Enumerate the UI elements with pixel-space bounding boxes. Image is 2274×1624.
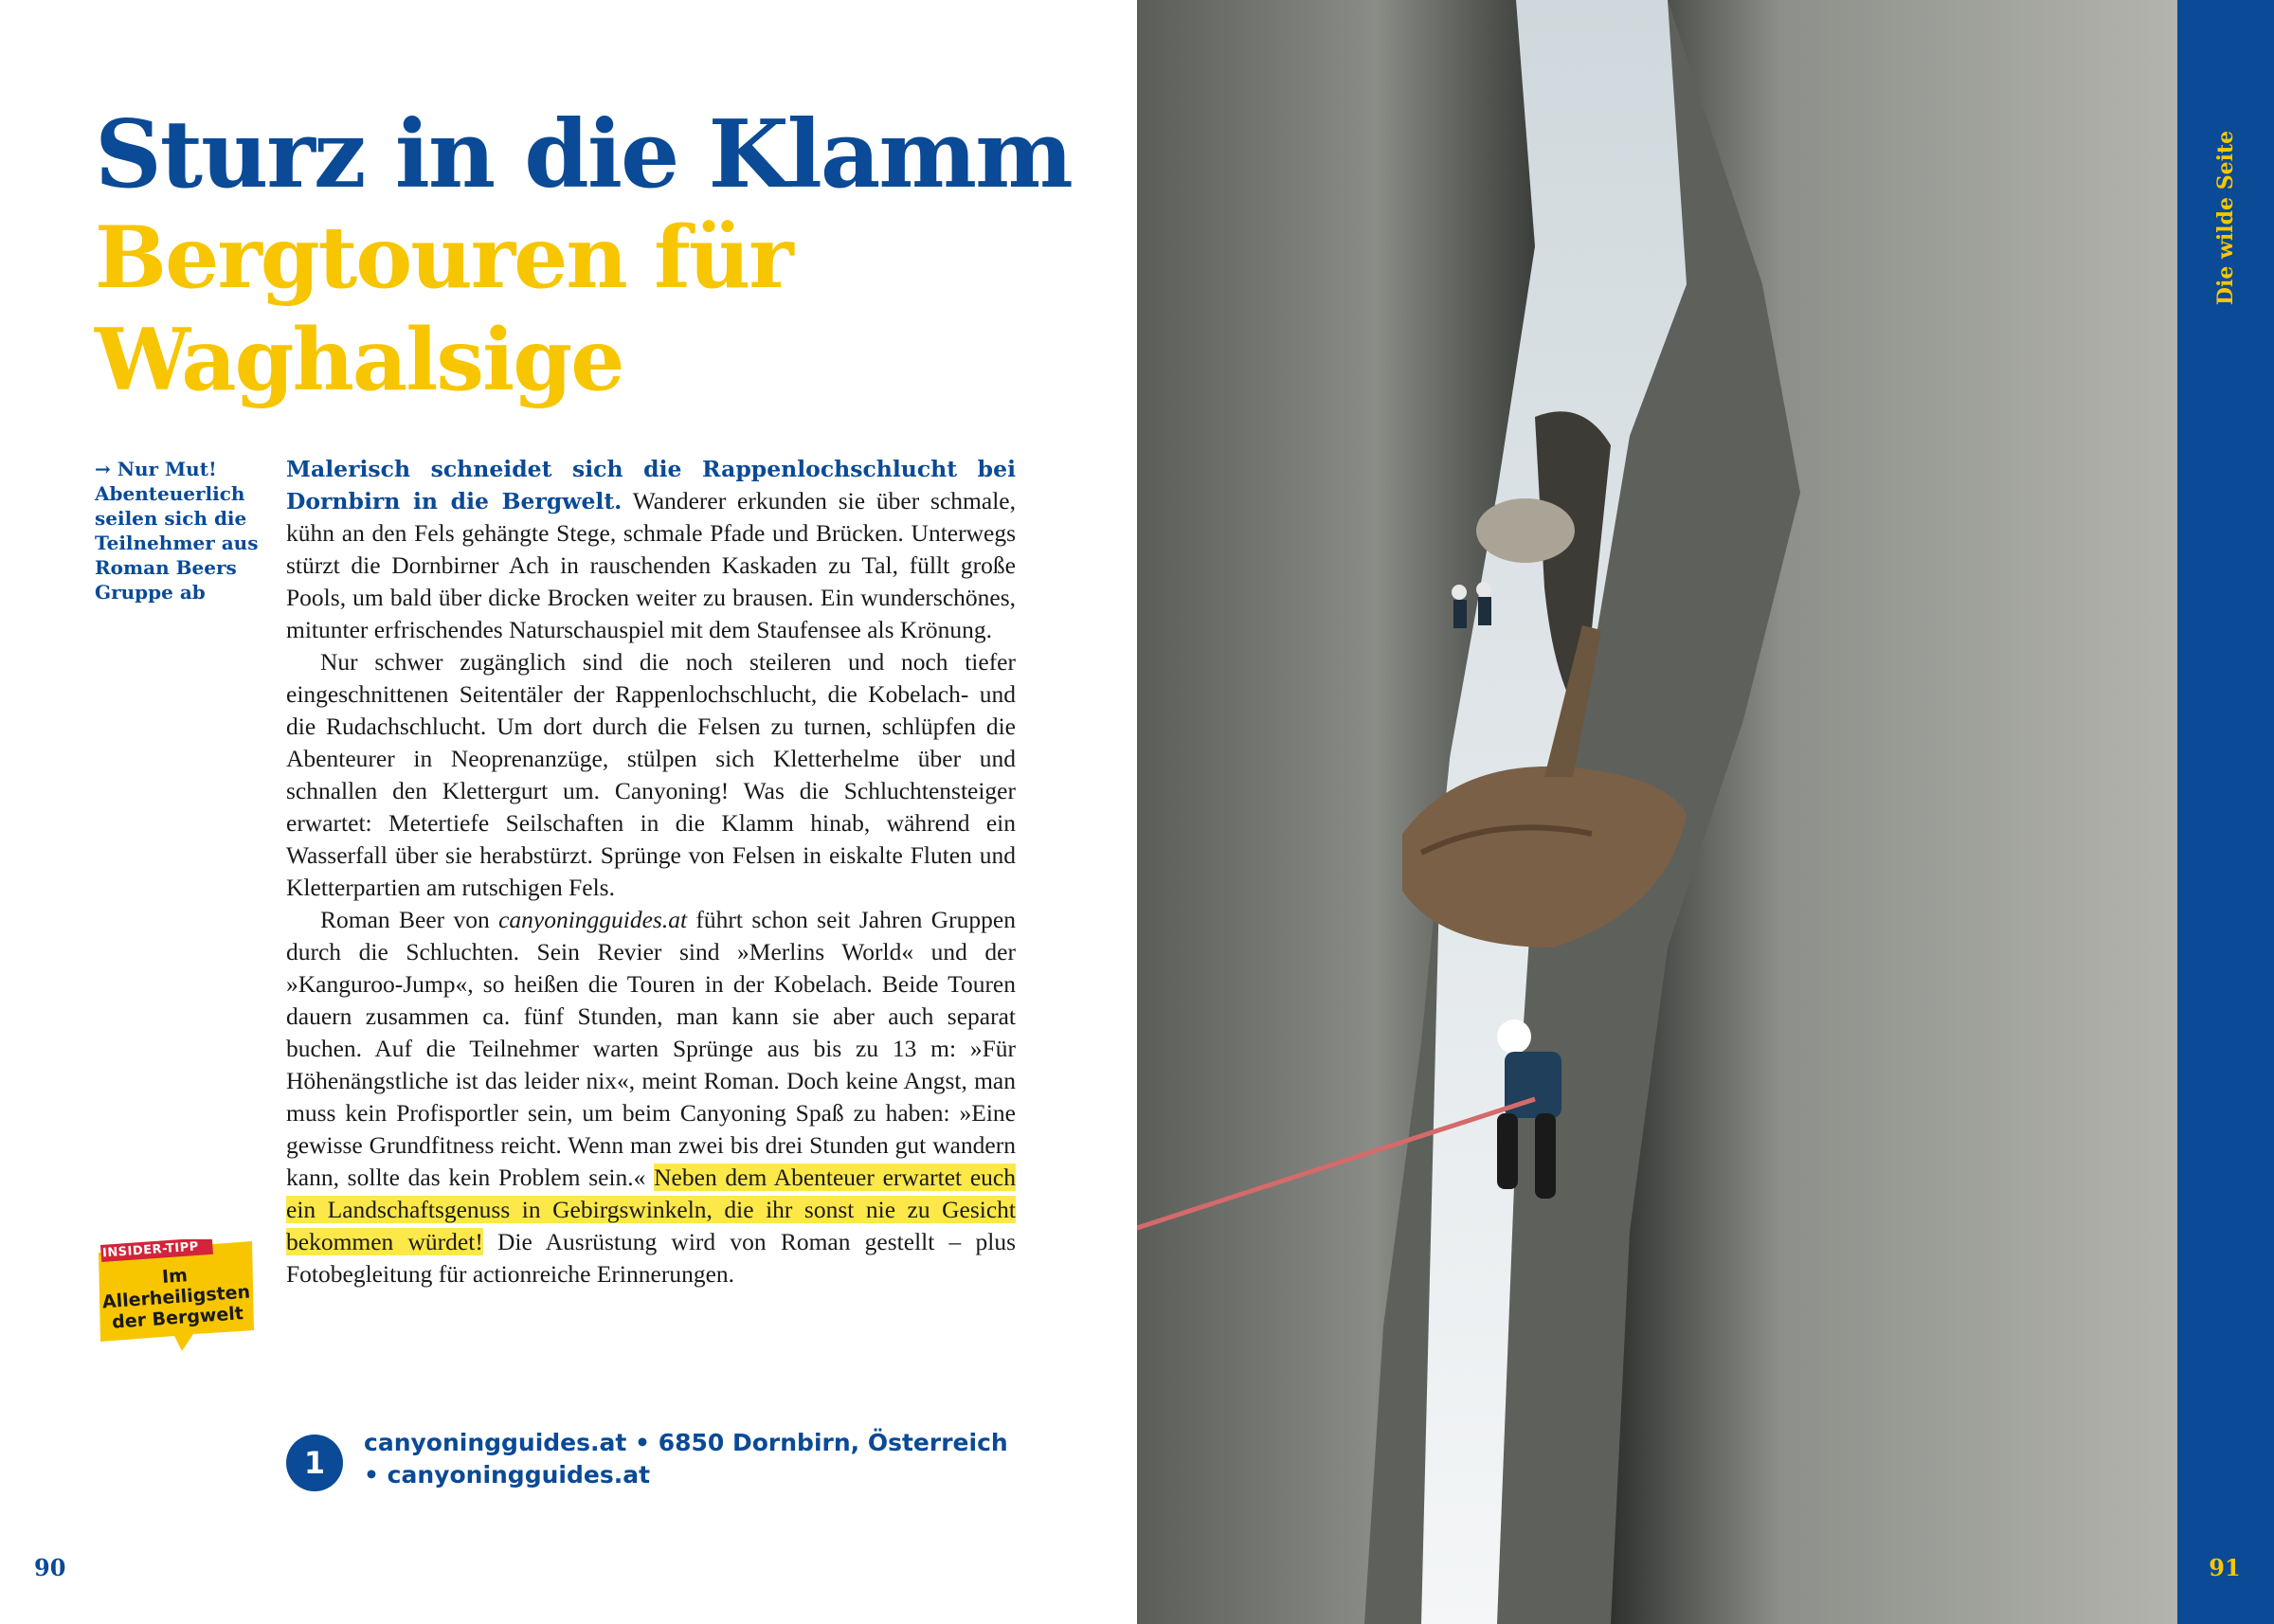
insider-tip-badge <box>95 1239 256 1353</box>
paragraph-1-text: Wanderer erkunden sie über schmale, kühn an den Fels gehängte Stege, schmale Pfade und Brücken. Unterwegs stürzt die Dornbirner Ach in rauschenden Kaskaden zu Tal, füllt große Pools, um bald über dicke Brocken weiter zu brausen. Ein wunderschönes, mitunter erfrischendes Naturschauspiel mit dem Staufensee als Krönung. <box>286 487 1016 643</box>
section-label: Die wilde Seite <box>2213 130 2238 306</box>
paragraph-1 <box>286 453 1016 646</box>
lead-sentence: Malerisch schneidet sich die Rappenlochschlucht bei Dornbirn in die Bergwelt. <box>286 456 1016 514</box>
highlighted-quote: Neben dem Abenteuer erwartet euch ein Landschaftsgenuss in Gebirgswinkeln, die ihr sonst nie zu Gesicht bekommen würdet! <box>286 1164 1016 1255</box>
paragraph-3-end: Die Ausrüstung wird von Roman gestellt – plus Fotobegleitung für actionreiche Erinnerungen. <box>286 1228 1016 1288</box>
canyoning-illustration <box>1137 0 2177 1624</box>
paragraph-2: Nur schwer zugänglich sind die noch steileren und noch tiefer eingeschnittenen Seitentäler der Rappenlochschlucht, die Kobelach- und die Rudachschlucht. Um dort durch die Felsen zu turnen, schlüpfen die Abenteurer in Neoprenanzüge, stülpen sich Kletterhelme über und schnallen den Klettergurt um. Canyoning! Was die Schluchtensteiger erwartet: Metertiefe Seilschaften in die Klamm hinab, während ein Wasserfall über sie herabstürzt. Sprünge von Felsen in eiskalte Fluten und Kletterpartien am rutschigen Fels. <box>286 648 1016 901</box>
location-number-badge: 1 <box>286 1435 343 1491</box>
address-text: canyoningguides.at • 6850 Dornbirn, Österreich • canyoningguides.at <box>364 1429 1008 1489</box>
paragraph-3 <box>286 904 1016 1290</box>
title-line-1: Sturz in die Klamm <box>95 100 1072 209</box>
subtitle-line-2: Waghalsige <box>95 310 623 410</box>
canyon-photo <box>1137 0 2177 1624</box>
paragraph-3-start: Roman Beer von <box>320 906 499 933</box>
insider-tip-text: Im Allerheiligsten der Bergwelt <box>101 1265 251 1333</box>
insider-tip-label: INSIDER-TIPP <box>101 1239 200 1261</box>
title-line-2 <box>95 207 792 411</box>
page-number-left: 90 <box>34 1554 66 1581</box>
article-body <box>286 453 1016 1290</box>
subtitle-line-1: Bergtouren für <box>95 208 792 308</box>
page-number-right: 91 <box>2209 1554 2241 1581</box>
paragraph-3-middle: führt schon seit Jahren Gruppen durch die Schluchten. Sein Revier sind »Merlins World« und der »Kanguroo-Jump«, so heißen die Touren in der Kobelach. Beide Touren dauern zusammen ca. fünf Stunden, man kann sie aber auch separat buchen. Auf die Teilnehmer warten Sprünge aus bis zu 13 m: »Für Höhenängstliche ist das leider nix«, meint Roman. Doch keine Angst, man muss kein Profisportler sein, um beim Canyoning Spaß zu haben: »Eine gewisse Grundfitness reicht. Wenn man zwei bis drei Stunden gut wandern kann, sollte das kein Problem sein.« <box>286 906 1016 1191</box>
right-page <box>1137 0 2274 1624</box>
website-mention: canyoningguides.at <box>498 906 688 933</box>
photo-caption: → Nur Mut! Abenteuerlich seilen sich die Teilnehmer aus Roman Beers Gruppe ab <box>95 458 259 604</box>
